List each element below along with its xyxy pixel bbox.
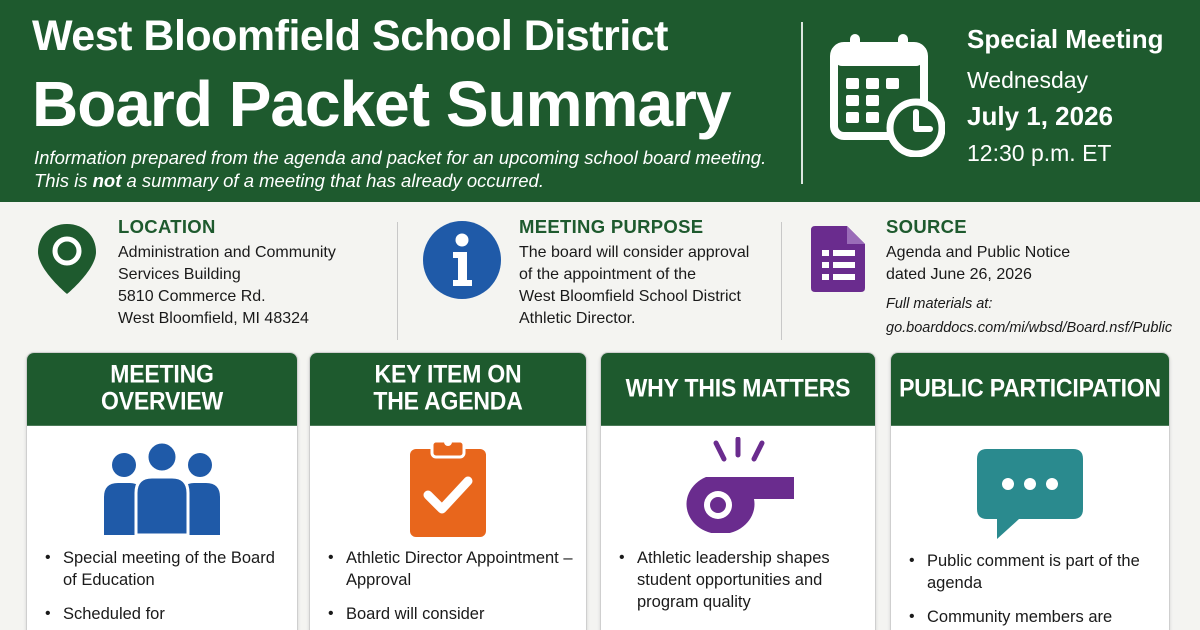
meeting-type: Special Meeting bbox=[967, 24, 1164, 54]
card-title: WHY THIS MATTERS bbox=[601, 352, 875, 426]
document-icon bbox=[809, 224, 867, 294]
location-section bbox=[118, 216, 336, 330]
card-why-this-matters bbox=[600, 352, 876, 630]
info-icon bbox=[422, 220, 502, 300]
source-note bbox=[886, 292, 1172, 340]
header-divider bbox=[801, 22, 803, 184]
calendar-clock-icon bbox=[830, 32, 945, 157]
list-item: • Board will consider bbox=[328, 603, 576, 625]
location-address: Administration and Community Services Building 5810 Commerce Rd. West Bloomfield, MI 48324 bbox=[118, 244, 336, 327]
meeting-day: Wednesday bbox=[967, 67, 1089, 93]
card-meeting-overview bbox=[26, 352, 298, 630]
people-group-icon bbox=[100, 439, 224, 535]
card-title: MEETING OVERVIEW bbox=[27, 352, 297, 426]
header-subtitle: Information prepared from the agenda and packet for an upcoming school board meeting. This is not a summary of a meeting that has already occurred. bbox=[34, 147, 767, 191]
list-item: • Special meeting of the Board of Education bbox=[45, 547, 287, 591]
list-item: • Public comment is part of the agenda bbox=[909, 550, 1159, 594]
purpose-text: The board will consider approval of the appointment of the West Bloomfield School District Athletic Director. bbox=[519, 244, 750, 327]
meeting-time: 12:30 p.m. ET bbox=[967, 140, 1112, 166]
card-bullet-list bbox=[619, 547, 865, 625]
meeting-date: July 1, 2026 bbox=[967, 101, 1113, 131]
info-divider bbox=[397, 222, 398, 340]
header-banner bbox=[0, 0, 1200, 202]
purpose-section bbox=[519, 216, 749, 330]
card-key-item bbox=[309, 352, 587, 630]
list-item: • Community members are bbox=[909, 606, 1159, 628]
source-text: Agenda and Public Notice dated June 26, 2026 bbox=[886, 244, 1071, 283]
card-bullet-list bbox=[45, 547, 287, 630]
page-title: Board Packet Summary bbox=[32, 68, 731, 140]
clipboard-check-icon bbox=[408, 435, 488, 539]
list-item: • Athletic leadership shapes student opportunities and program quality bbox=[619, 547, 865, 613]
source-heading: SOURCE bbox=[886, 216, 967, 237]
map-pin-icon bbox=[36, 222, 98, 296]
card-title: KEY ITEM ON THE AGENDA bbox=[310, 352, 586, 426]
source-section bbox=[886, 216, 1172, 340]
source-url-link[interactable]: go.boarddocs.com/mi/wbsd/Board.nsf/Public bbox=[886, 320, 1173, 336]
card-title: PUBLIC PARTICIPATION bbox=[891, 352, 1169, 426]
speech-bubble-icon bbox=[975, 447, 1085, 543]
subtitle-emphasis: not bbox=[92, 170, 122, 191]
list-item: • Athletic Director Appointment – Approval bbox=[328, 547, 576, 591]
list-item: • Scheduled for bbox=[45, 603, 287, 625]
whistle-icon bbox=[676, 437, 800, 533]
card-public-participation bbox=[890, 352, 1170, 630]
card-bullet-list bbox=[909, 550, 1159, 630]
location-heading: LOCATION bbox=[118, 216, 216, 237]
purpose-heading: MEETING PURPOSE bbox=[519, 216, 704, 237]
card-bullet-list bbox=[328, 547, 576, 630]
district-title: West Bloomfield School District bbox=[32, 12, 668, 60]
info-divider bbox=[781, 222, 782, 340]
source-note-label: Full materials at: bbox=[886, 296, 993, 312]
